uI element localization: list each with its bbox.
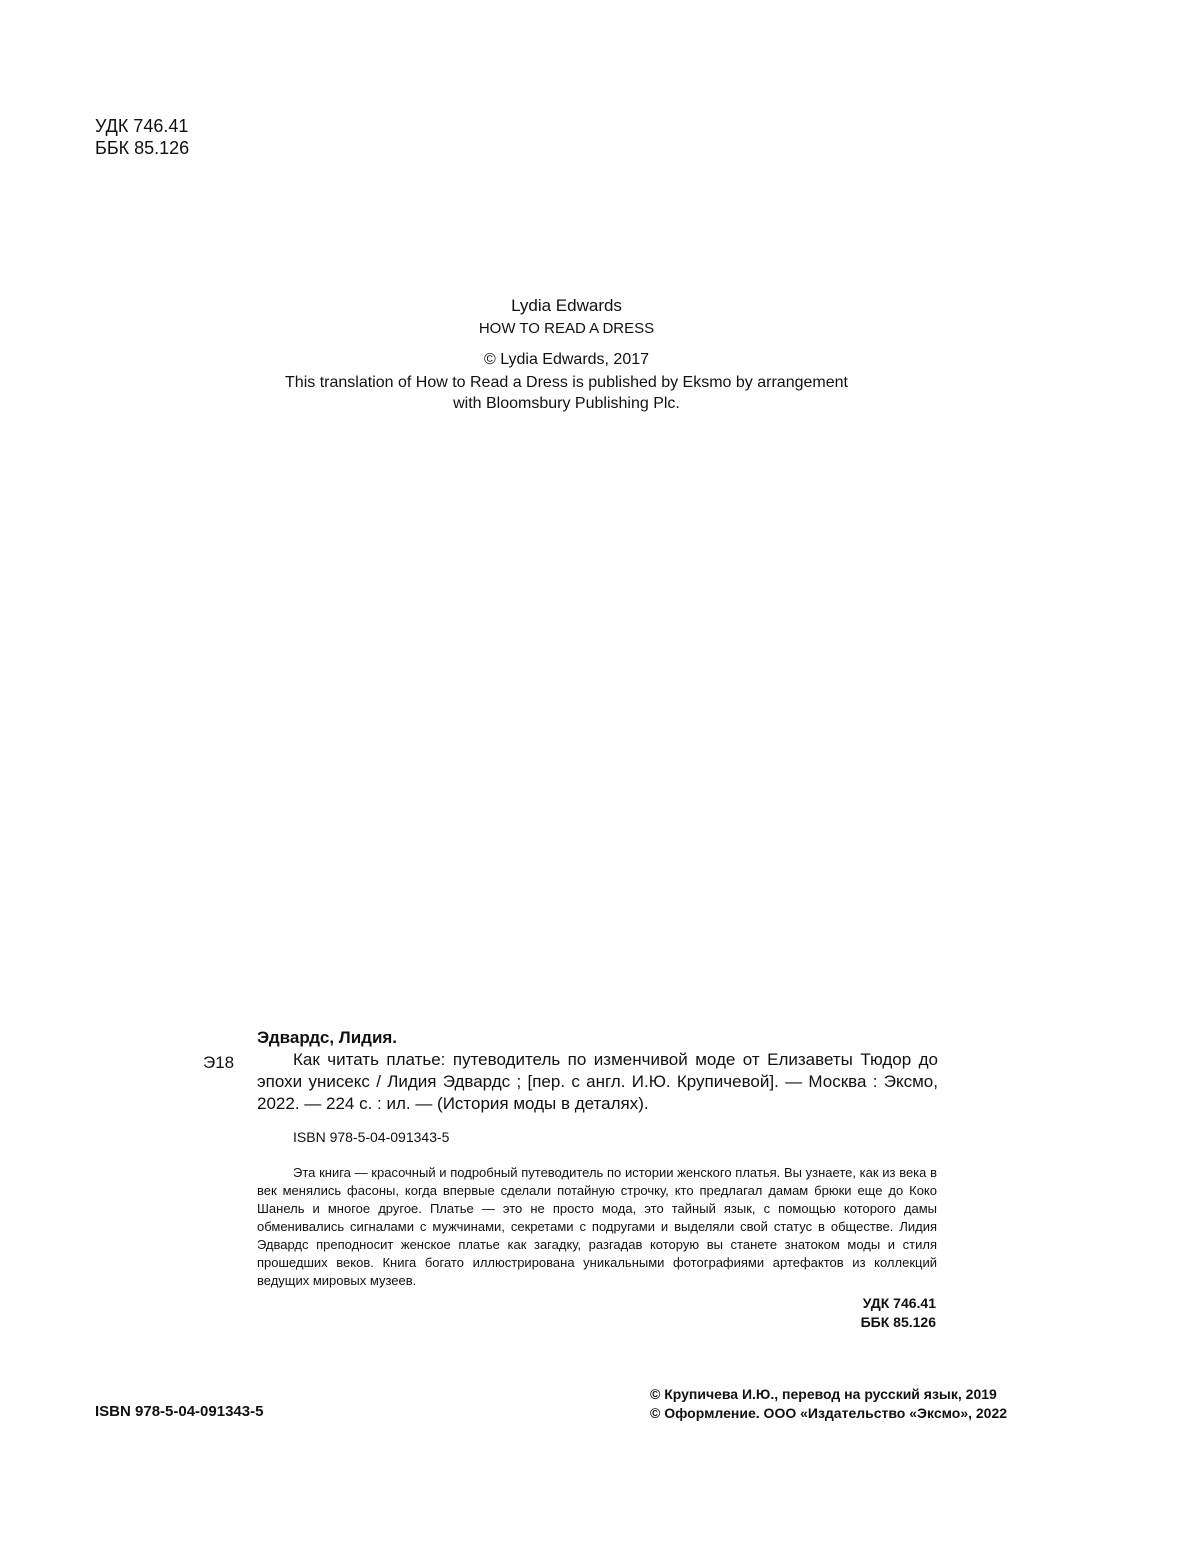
bibliographic-record [257,1027,938,1115]
translation-copyright: © Крупичева И.Ю., перевод на русский язык, 2019 [650,1386,997,1402]
footer-isbn: ISBN 978-5-04-091343-5 [95,1403,264,1420]
english-copyright: © Lydia Edwards, 2017 [483,351,650,368]
record-description: Как читать платье: путеводитель по изменчивой моде от Елизаветы Тюдор до эпохи унисекс / Лидия Эдвардс ; [пер. с англ. И.Ю. Крупичевой]. — Москва : Эксмо, 2022. — 224 с. : ил. — (История моды в деталях). [257,1050,938,1113]
english-author: Lydia Edwards [511,296,622,315]
translation-note-line-2: with Bloomsbury Publishing Plc. [453,395,680,412]
record-bbk-code: ББК 85.126 [860,1314,936,1330]
record-author: Эдвардс, Лидия. [257,1028,398,1047]
design-copyright: © Оформление. ООО «Издательство «Эксмо», 2022 [650,1405,1008,1421]
author-sign: Э18 [203,1053,235,1072]
book-annotation: Эта книга — красочный и подробный путеводитель по истории женского платья. Вы узнаете, как из века в век менялись фасоны, когда впервые сделали потайную строчку, кто предлагал дамам брюки еще до Коко Шанель и многое другое. Платье — это не просто мода, это тайный язык, с помощью которого дамы обменивались сигналами с мужчинами, секретами с подругами и выделяли свой статус в обществе. Лидия Эдвардс преподносит женское платье как загадку, разгадав которую вы станете знатоком моды и стиля прошедших веков. Книга богато иллюстрирована уникальными фотографиями артефактов из коллекций ведущих мировых музеев. [257,1165,937,1288]
record-classification-codes [800,1294,936,1332]
record-isbn: ISBN 978-5-04-091343-5 [293,1129,450,1145]
top-classification-codes [95,115,189,159]
translation-note [0,372,1133,414]
top-bbk-code: ББК 85.126 [95,138,190,158]
english-title: HOW TO READ A DRESS [478,320,655,337]
russian-copyrights [650,1385,1007,1423]
top-udk-code: УДК 746.41 [95,116,189,136]
translation-note-line-1: This translation of How to Read a Dress is published by Eksmo by arrangement [285,374,848,391]
record-udk-code: УДК 746.41 [862,1295,936,1311]
